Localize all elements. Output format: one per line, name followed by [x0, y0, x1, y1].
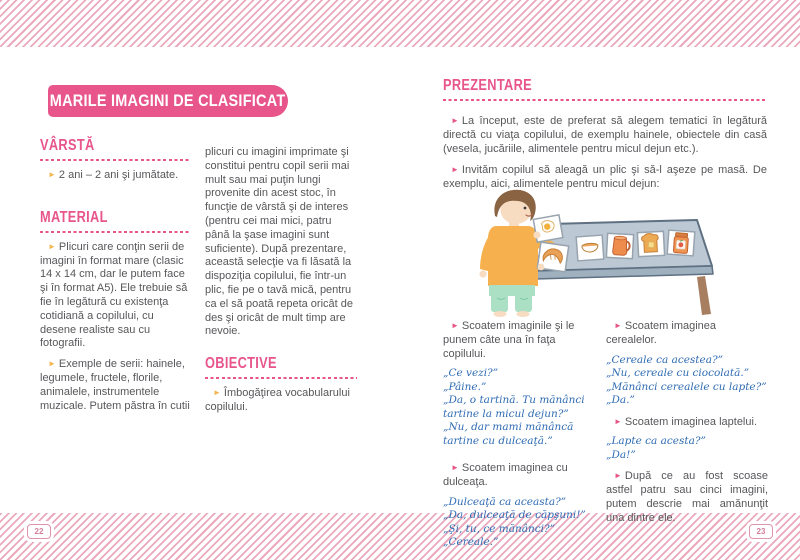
dialogue-line: „Da.” [606, 394, 635, 407]
table-leg [697, 276, 711, 315]
boy-hand [538, 264, 545, 271]
section-heading-varsta: VÂRSTĂ [40, 137, 95, 154]
section-heading-prezentare: PREZENTARE [443, 77, 533, 94]
dialogue-line: „Da, o tartină. Tu mănânci tartine la micul dejun?” [443, 394, 585, 420]
section-heading-material: MATERIAL [40, 208, 108, 226]
step-paragraph: ► Scoatem imaginea cerealelor. [606, 320, 717, 346]
step-paragraph: ► Scoatem imaginea cu dulceaţa. [443, 462, 568, 489]
arrow-bullet-icon: ► [614, 416, 622, 426]
dialogue-line: „Dulceaţă ca aceasta?” [443, 495, 567, 508]
page-number-right: 23 [749, 524, 773, 539]
striped-border-top [0, 0, 800, 47]
step-paragraph: ► Scoatem imaginile şi le punem câte una în faţa copilului. [443, 320, 575, 360]
arrow-bullet-icon: ► [451, 165, 459, 175]
right-page-intro [443, 77, 767, 192]
right-page-column-right [606, 320, 768, 526]
card-jam-jar [667, 230, 695, 256]
dialogue-line: „Lapte ca acesta?” [606, 435, 706, 448]
dialogue-line: „Nu, cereale cu ciocolată.” [606, 367, 750, 380]
obiective-item: ► Îmbogăţirea vocabularului copilului. [205, 387, 350, 413]
dialogue-block [606, 435, 768, 462]
card-pitcher [606, 233, 633, 258]
arrow-bullet-icon: ► [451, 116, 459, 125]
dialogue-block [606, 354, 768, 408]
dialogue-line: „Mănânci cerealele cu lapte?” [606, 380, 767, 393]
material-paragraph-2: ► Exemple de serii: hainele, legumele, fructele, florile, animalele, instrumentele muzicale. Putem păstra în cutii [40, 358, 190, 412]
left-page-column-2 [205, 146, 357, 415]
dialogue-line: „Şi, tu, ce mănânci?” [443, 522, 555, 535]
right-page-column-left [443, 320, 597, 550]
step-paragraph: ► După ce au fost scoase astfel patru sau cinci imagini, putem descrie mai amănunţit una dintre ele. [606, 470, 768, 524]
child-sorting-cards-illustration [450, 186, 750, 320]
arrow-bullet-icon: ► [614, 321, 622, 330]
dialogue-line: „Pâine.” [443, 380, 487, 393]
arrow-bullet-icon: ► [213, 388, 221, 398]
card-toast [637, 231, 664, 256]
dialogue-line: „Da!” [606, 448, 636, 461]
material-paragraph-1: ► Plicuri care conţin serii de imagini în format mare (clasic 14 x 14 cm, dar le putem face şi în format A5). Ele trebuie să fie în legătură cu existenţa cotidiană a copilului, cu desene realiste sau cu fotografii. [40, 240, 188, 350]
step-paragraph: ► Scoatem imaginea laptelui. [614, 415, 757, 428]
arrow-bullet-icon: ► [614, 471, 622, 481]
section-heading-obiective: OBIECTIVE [205, 355, 277, 373]
dialogue-line: „Ce vezi?” [443, 367, 499, 380]
dialogue-line: „Nu, dar mami mănâncă tartine cu dulceaţă.” [443, 421, 574, 447]
dashed-divider [40, 231, 190, 233]
boy-hand [533, 231, 540, 238]
arrow-bullet-icon: ► [48, 170, 56, 179]
arrow-bullet-icon: ► [48, 241, 56, 251]
prezentare-paragraph-2: ► Invităm copilul să aleagă un plic şi să-l aşeze pe masă. De exemplu, aici, alimentele pentru micul dejun: [443, 164, 767, 191]
dialogue-block [443, 496, 597, 550]
chapter-title-banner [48, 85, 288, 117]
dialogue-block [443, 367, 597, 448]
dialogue-line: „Cereale.” [443, 536, 499, 549]
arrow-bullet-icon: ► [451, 463, 459, 473]
arrow-bullet-icon: ► [451, 321, 459, 330]
card-bowl [576, 235, 604, 261]
page-number-left: 22 [27, 524, 51, 539]
dashed-divider [443, 99, 767, 101]
varsta-item: ► 2 ani – 2 ani şi jumătate. [48, 169, 179, 181]
left-page-column-1 [40, 137, 190, 413]
chapter-title: MARILE IMAGINI DE CLASIFICAT [50, 91, 286, 110]
material-continuation: plicuri cu imagini imprimate şi constitui pentru copil serii mai mult sau mai puţin lungi provenite din acest stoc, în funcţie de vârstă şi de interes (pentru cei mai mici, patru până la şase imagini sunt suficiente). După prezentare, această selecţie va fi lăsată la dispoziţia copilului, fie într-un plic, fie pe o tavă mică, pentru ca el să poată repeta oricât de des şi oricât de mult timp are nevoie. [205, 146, 353, 338]
dashed-divider [40, 159, 190, 161]
prezentare-paragraph-1: ► La început, este de preferat să alegem tematici în legătură directă cu viaţa copilului, de exemplu hainele, obiectele din casă (vesela, jucăriile, alimentele pentru micul dejun etc.). [443, 115, 767, 155]
dialogue-line: „Cereale ca acestea?” [606, 353, 724, 366]
dialogue-line: „Da, dulceaţă de căpşuni!” [443, 509, 586, 522]
dashed-divider [205, 377, 357, 379]
arrow-bullet-icon: ► [48, 359, 56, 369]
